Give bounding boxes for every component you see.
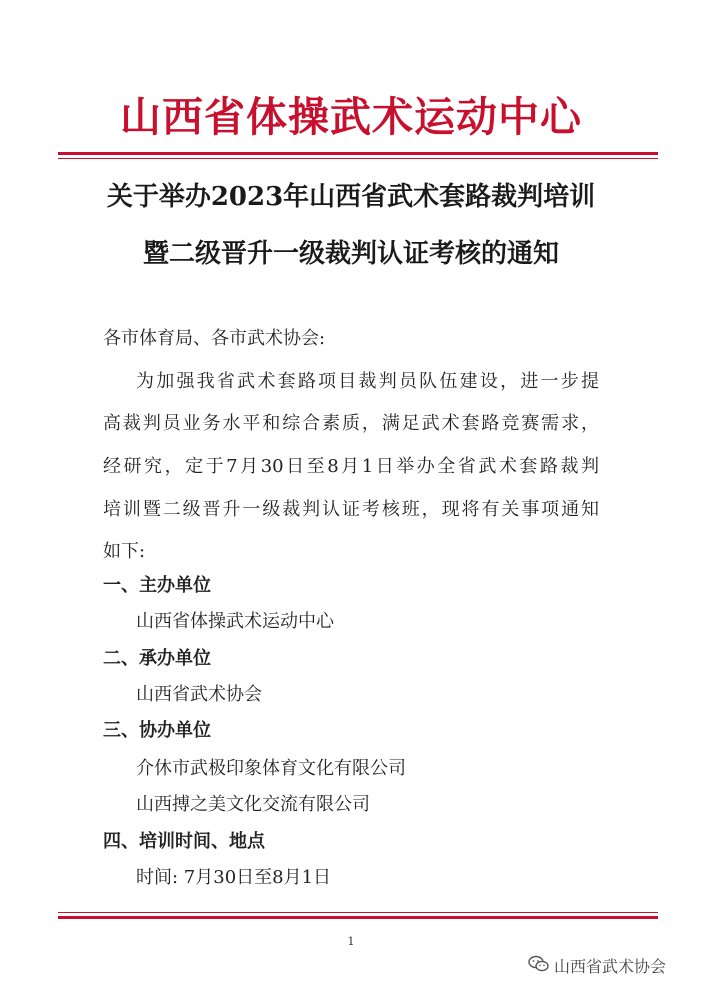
header-rule-thin: [58, 158, 658, 159]
page-number: 1: [347, 935, 355, 948]
account-watermark: [528, 954, 666, 977]
section-item: 介休市武极印象体育文化有限公司: [136, 758, 406, 779]
section-heading: 三、协办单位: [103, 720, 211, 741]
issuing-organization: 山西省体操武术运动中心: [120, 93, 582, 141]
notice-title-line-1: 关于举办2023年山西省武术套路裁判培训: [106, 182, 596, 212]
footer-rule-thin: [58, 912, 658, 913]
footer-rule-thick: [58, 916, 658, 919]
paragraph-line: 经研究，定于7月30日至8月1日举办全省武术套路裁判: [103, 456, 599, 477]
notice-title-line-2: 暨二级晋升一级裁判认证考核的通知: [142, 239, 559, 269]
section-heading: 二、承办单位: [103, 648, 211, 669]
section-item: 山西省体操武术运动中心: [136, 611, 334, 632]
section-item: 时间: 7月30日至8月1日: [136, 867, 332, 888]
paragraph-line: 高裁判员业务水平和综合素质，满足武术套路竞赛需求，: [103, 413, 599, 434]
header-rule-thick: [58, 152, 658, 155]
wechat-icon: [528, 955, 554, 977]
watermark-text: 山西省武术协会: [554, 957, 667, 976]
salutation: 各市体育局、各市武术协会:: [103, 328, 326, 349]
section-item: 山西搏之美文化交流有限公司: [136, 794, 370, 815]
paragraph-line: 培训暨二级晋升一级裁判认证考核班，现将有关事项通知: [103, 499, 599, 520]
section-item: 山西省武术协会: [136, 684, 262, 705]
section-heading: 四、培训时间、地点: [103, 831, 265, 852]
paragraph-line: 为加强我省武术套路项目裁判员队伍建设，进一步提: [136, 371, 599, 392]
paragraph-line: 如下:: [103, 541, 146, 562]
section-heading: 一、主办单位: [103, 575, 211, 596]
